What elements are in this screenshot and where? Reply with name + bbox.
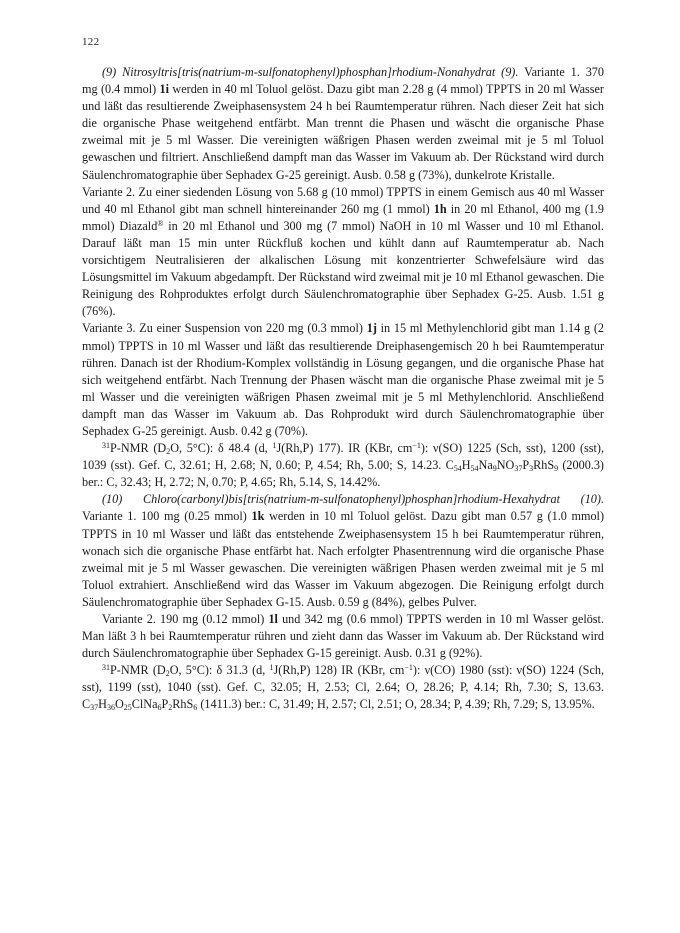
paragraph-compound-10-variante-2 [82, 611, 604, 662]
text: O [114, 697, 124, 712]
paragraph-compound-9-analysis [82, 440, 604, 491]
compound-reference: 1i [159, 82, 170, 97]
text: P-NMR (D [110, 663, 166, 678]
subscript: 36 [106, 703, 115, 713]
text: und 342 mg (0.6 mmol) TPPTS werden in 10 ml Wasser gelöst. Man läßt 3 h bei Raumtemperatur rühren und zieht dann das Wasser im Vakuum ab. Der Rückstand wird durch Säulenchromatographie über Sephadex G-15 gereinigt. Ausb. 0.31 g (92%). [82, 612, 604, 661]
text: (1411.3) ber.: C, 31.49; H, 2.57; Cl, 2.51; O, 28.34; P, 4.39; Rh, 7.29; S, 13.95%. [197, 697, 595, 712]
text: H [98, 697, 107, 712]
compound-reference: 1j [366, 321, 377, 336]
text: P [161, 697, 169, 712]
superscript: 31 [102, 663, 110, 673]
subscript: 6 [193, 703, 198, 713]
superscript: −1 [404, 663, 413, 673]
paragraph-compound-9-variante-3 [82, 320, 604, 440]
compound-9-title: (9) Nitrosyltris[tris(natrium-m-sulfonatophenyl)phosphan]rhodium-Nonahydrat (9). [102, 65, 519, 79]
text: in 20 ml Ethanol und 300 mg (7 mmol) NaOH in 10 ml Wasser und 10 ml Ethanol. Darauf läßt man 15 min unter Rückfluß kochen und kühlt dann auf Raumtemperatur ab. Nach vorsichtigem Neutralisieren der alkalischen Lösung mit konzentrierter Schwefelsäure wird das Lösungsmittel im Vakuum abgedampft. Der Rückstand wird zweimal mit je 10 ml Ethanol gewaschen. Die Reinigung des Rohproduktes erfolgt durch Säulenchromatographie über Sephadex G-25. Ausb. 1.51 g (76%). [82, 218, 604, 319]
subscript: 9 [492, 464, 497, 474]
text: in 20 ml Ethanol, 400 mg (1.9 mmol) Diazald [82, 201, 605, 233]
subscript: 3 [529, 464, 534, 474]
subscript: 54 [453, 464, 462, 474]
subscript: 25 [123, 703, 132, 713]
superscript: −1 [412, 441, 421, 451]
text: werden in 40 ml Toluol gelöst. Dazu gibt man 2.28 g (4 mmol) TPPTS in 20 ml Wasser und läßt das resultierende Zweiphasensystem 24 h bei Raumtemperatur rühren. Nach dieser Zeit hat sich die organische Phase weitgehend entfärbt. Man trennt die Phasen und wäscht die organische Phase zweimal mit je 5 ml Wasser. Die vereinigten wäßrigen Phasen werden zweimal mit je 5 ml Toluol gewaschen und filtriert. Anschließend dampft man das Wasser im Vakuum ab. Der Rückstand wird durch Säulenchromatographie über Sephadex G-25 gereinigt. Ausb. 0.58 g (73%), dunkelrote Kristalle. [82, 82, 604, 182]
subscript: 37 [90, 703, 99, 713]
text: J(Rh,P) 128) IR (KBr, cm [273, 663, 405, 678]
text: Na [478, 458, 493, 473]
text: ): ν(SO) 1225 (Sch, sst), 1200 (sst), 1039 (sst). Gef. C, 32.61; H, 2.68; N, 0.60; P, 4.54; Rh, 5.00; S, 14.23. C [82, 441, 604, 473]
compound-10-title: (10) Chloro(carbonyl)bis[tris(natrium-m-sulfonatophenyl)phosphan]rhodium-Hexahydrat (10). [102, 492, 604, 507]
subscript: 37 [514, 464, 523, 474]
compound-reference: 1k [251, 509, 265, 524]
subscript: 2 [168, 703, 173, 713]
text: in 15 ml Methylenchlorid gibt man 1.14 g (2 mmol) TPPTS in 10 ml Wasser und läßt das resultierende Dreiphasengemisch 20 h bei Raumtemperatur rühren. Danach ist der Rhodium-Komplex vollständig in Lösung gegangen, und die organische Phase hat sich weitgehend entfärbt. Nach Trennung der Phasen wäscht man die organische Phase zweimal mit je 5 ml Wasser und die vereinigten wäßrigen Phasen zweimal mit je 5 ml Methylenchlorid. Anschließend dampft man das Wasser im Vakuum ab. Das Rohprodukt wird durch Säulenchromatographie über Sephadex G-25 gereinigt. Ausb. 0.42 g (70%). [82, 321, 605, 438]
superscript: 1 [269, 663, 274, 673]
text: ClNa [131, 697, 158, 712]
paragraph-compound-9-variante-2 [82, 184, 604, 321]
superscript: 31 [102, 441, 110, 451]
registered-mark: ® [157, 218, 164, 228]
paragraph-compound-10-variante-1 [82, 491, 604, 611]
superscript: 1 [272, 441, 277, 451]
text: Variante 2. Zu einer siedenden Lösung von 5.68 g (10 mmol) TPPTS in einem Gemisch aus 40 ml Wasser und 40 ml Ethanol gibt man schnell hintereinander 260 mg (1 mmol) [82, 184, 604, 216]
paragraph-compound-9-variante-1 [82, 64, 604, 184]
text: H [461, 458, 471, 473]
text: J(Rh,P) 177). IR (KBr, cm [276, 441, 413, 456]
text: ): ν(CO) 1980 (sst): ν(SO) 1224 (Sch, sst), 1199 (sst), 1040 (sst). Gef. C, 32.05; H, 2.53; Cl, 2.64; O, 28.26; P, 4.14; Rh, 7.30; S, 13.63. C [82, 663, 604, 712]
text: werden in 10 ml Toluol gelöst. Dazu gibt man 0.57 g (1.0 mmol) TPPTS in 10 ml Wasser und läßt das entstehende Zweiphasensystem 15 h bei Raumtemperatur rühren, wonach sich die organische Phase entfärbt hat. Nach erfolgter Phasentrennung wird die organische Phase zweimal mit je 5 ml Wasser gewaschen. Die vereinigten wäßrigen Phasen werden zweimal mit je 5 ml Toluol extrahiert. Anschließend wird das Wasser im Vakuum abgezogen. Die Reinigung erfolgt durch Säulenchromatographie über Sephadex G-15. Ausb. 0.59 g (84%), gelbes Pulver. [82, 509, 605, 609]
subscript: 9 [554, 464, 559, 474]
text: (2000.3) ber.: C, 32.43; H, 2.72; N, 0.70; P, 4.65; Rh, 5.14, S, 14.42%. [82, 458, 604, 490]
compound-reference: 1h [433, 201, 447, 216]
body-text [82, 64, 604, 714]
text: RhS [172, 697, 194, 712]
text: Variante 3. Zu einer Suspension von 220 mg (0.3 mmol) [82, 321, 367, 336]
text: P [522, 458, 530, 473]
subscript: 6 [157, 703, 162, 713]
text: RhS [533, 458, 555, 473]
text: NO [496, 458, 515, 473]
text: P-NMR (D [110, 441, 167, 456]
text: O, 5°C): δ 31.3 (d, [169, 663, 270, 678]
page-number: 122 [82, 36, 100, 48]
text: Variante 1. 100 mg (0.25 mmol) [82, 509, 252, 524]
subscript: 54 [470, 464, 479, 474]
text: Variante 2. 190 mg (0.12 mmol) [102, 612, 269, 626]
subscript: 2 [166, 447, 171, 457]
text: Variante 1. 370 mg (0.4 mmol) [82, 65, 604, 97]
paragraph-compound-10-analysis [82, 662, 604, 713]
text: O, 5°C): δ 48.4 (d, [170, 441, 273, 456]
subscript: 2 [165, 669, 170, 679]
compound-reference: 1l [268, 612, 278, 626]
